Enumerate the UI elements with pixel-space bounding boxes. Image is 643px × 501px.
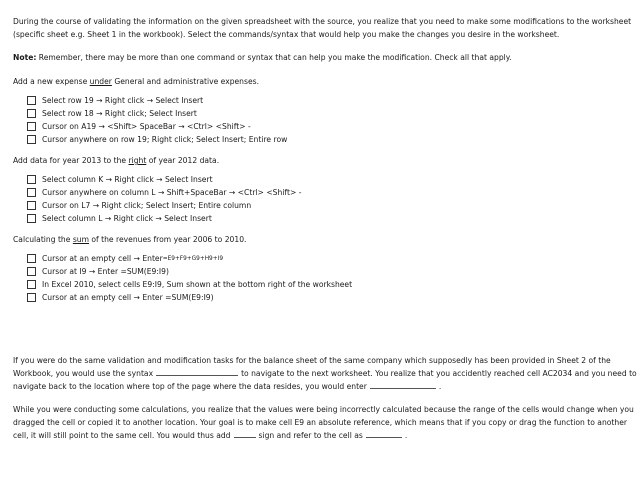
q2-option-1[interactable]: Select column K → Right click → Select Insert bbox=[27, 173, 638, 186]
checkbox[interactable] bbox=[27, 135, 36, 144]
spacer bbox=[13, 312, 638, 354]
question-1-options bbox=[13, 94, 638, 146]
blank-navigate-top[interactable] bbox=[370, 380, 436, 389]
question-2-options bbox=[13, 173, 638, 225]
q1-option-4[interactable]: Cursor anywhere on row 19; Right click; Select Insert; Entire row bbox=[27, 133, 638, 146]
q3-option-4[interactable]: Cursor at an empty cell → Enter =SUM(E9:I9) bbox=[27, 291, 638, 304]
blank-syntax-next-sheet[interactable] bbox=[156, 367, 238, 376]
checkbox[interactable] bbox=[27, 254, 36, 263]
checkbox[interactable] bbox=[27, 109, 36, 118]
fill-in-paragraph-1: If you were do the same validation and modification tasks for the balance sheet of the same company which supposedly has been provided in Sheet 2 of the Workbook, you would use the syntax to navigate to the next worksheet. You realize that you accidently reached cell AC2034 and you need to navigate back to the location where top of the page where the data resides, you would enter . bbox=[13, 356, 637, 391]
checkbox[interactable] bbox=[27, 122, 36, 131]
checkbox[interactable] bbox=[27, 293, 36, 302]
checkbox[interactable] bbox=[27, 201, 36, 210]
q2-option-3[interactable]: Cursor on L7 → Right click; Select Insert; Entire column bbox=[27, 199, 638, 212]
question-3-options bbox=[13, 252, 638, 304]
q2-option-4[interactable]: Select column L → Right click → Select Insert bbox=[27, 212, 638, 225]
question-3-prompt: Calculating the sum of the revenues from year 2006 to 2010. bbox=[13, 235, 247, 244]
q3-option-1[interactable]: Cursor at an empty cell → Enter =E9+F9+G9+H9+I9 bbox=[27, 252, 638, 265]
question-page bbox=[13, 15, 638, 442]
blank-cell-reference[interactable] bbox=[366, 429, 402, 438]
note-label: Note: bbox=[13, 53, 37, 62]
checkbox[interactable] bbox=[27, 267, 36, 276]
q3-option-2[interactable]: Cursor at I9 → Enter =SUM(E9:I9) bbox=[27, 265, 638, 278]
checkbox[interactable] bbox=[27, 188, 36, 197]
note-text bbox=[13, 51, 638, 64]
checkbox[interactable] bbox=[27, 96, 36, 105]
q2-option-2[interactable]: Cursor anywhere on column L → Shift+SpaceBar → <Ctrl> <Shift> - bbox=[27, 186, 638, 199]
q1-option-1[interactable]: Select row 19 → Right click → Select Insert bbox=[27, 94, 638, 107]
q3-option-3[interactable]: In Excel 2010, select cells E9:I9, Sum shown at the bottom right of the worksheet bbox=[27, 278, 638, 291]
question-2-prompt: Add data for year 2013 to the right of year 2012 data. bbox=[13, 156, 220, 165]
checkbox[interactable] bbox=[27, 280, 36, 289]
checkbox[interactable] bbox=[27, 175, 36, 184]
fill-in-paragraph-2: While you were conducting some calculations, you realize that the values were being incorrectly calculated because the range of the cells would change when you dragged the cell or copied it to another location. Your goal is to make cell E9 an absolute reference, which means that if you copy or drag the function to another cell, it will still point to the same cell. You would thus add sign and refer to the cell as . bbox=[13, 405, 634, 440]
intro-text: During the course of validating the information on the given spreadsheet with the source, you realize that you need to make some modifications to the worksheet (specific sheet e.g. Sheet 1 in the workbook). Select the commands/syntax that would help you make the changes you desire in the worksheet. bbox=[13, 17, 632, 39]
note-body: Remember, there may be more than one command or syntax that can help you make the modification. Check all that apply. bbox=[36, 53, 512, 62]
q1-option-3[interactable]: Cursor on A19 → <Shift> SpaceBar → <Ctrl> <Shift> - bbox=[27, 120, 638, 133]
blank-sign[interactable] bbox=[234, 429, 256, 438]
question-1-prompt: Add a new expense under General and administrative expenses. bbox=[13, 77, 259, 86]
checkbox[interactable] bbox=[27, 214, 36, 223]
q1-option-2[interactable]: Select row 18 → Right click; Select Insert bbox=[27, 107, 638, 120]
